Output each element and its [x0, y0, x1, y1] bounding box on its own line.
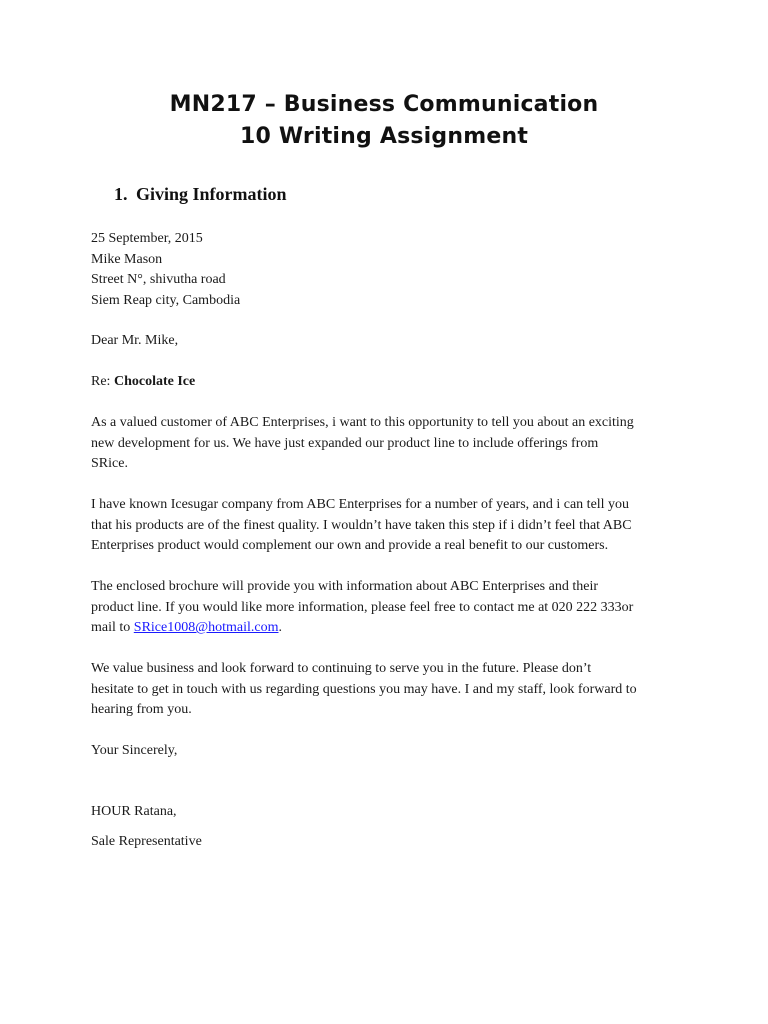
closing: Your Sincerely, — [91, 743, 178, 758]
letter-date: 25 September, 2015 — [91, 231, 203, 246]
recipient-city: Siem Reap city, Cambodia — [91, 292, 241, 308]
paragraph-3 — [91, 577, 691, 639]
signer-title: Sale Representative — [91, 834, 202, 849]
subject-line — [91, 372, 691, 393]
address-block — [91, 229, 691, 311]
paragraph-line: I have known Icesugar company from ABC Enterprises for a number of years, and i can tell you — [91, 497, 630, 512]
recipient-name: Mike Mason — [91, 251, 163, 267]
section-title: Giving Information — [136, 184, 287, 204]
subject-label: Re: — [91, 374, 111, 389]
mail-to-prefix: mail to — [91, 620, 131, 635]
paragraph-line: The enclosed brochure will provide you with information about ABC Enterprises and their — [91, 579, 598, 594]
paragraph-line: new development for us. We have just expanded our product line to include offerings from — [91, 435, 599, 451]
recipient-street: Street N°, shivutha road — [91, 272, 226, 287]
signer-name: HOUR Ratana, — [91, 804, 177, 819]
email-link[interactable]: SRice1008@hotmail.com — [133, 620, 279, 635]
paragraph-line: product line. If you would like more information, please feel free to contact me at 020 222 333or — [91, 599, 634, 615]
subject-text: Chocolate Ice — [113, 374, 196, 389]
paragraph-line: As a valued customer of ABC Enterprises, i want to this opportunity to tell you about an exciting — [91, 415, 634, 430]
paragraph-1 — [91, 413, 691, 475]
paragraph-line — [91, 618, 691, 639]
paragraph-line: that his products are of the finest quality. I wouldn’t have taken this step if i didn’t feel that ABC — [91, 517, 632, 533]
paragraph-line: SRice. — [91, 456, 128, 471]
paragraph-4 — [91, 659, 691, 721]
salutation: Dear Mr. Mike, — [91, 333, 179, 348]
section-heading — [114, 184, 287, 205]
document-title-line1: MN217 – Business Communication — [169, 92, 599, 117]
mail-to-suffix: . — [278, 620, 282, 635]
section-number: 1. — [114, 184, 128, 204]
paragraph-2 — [91, 495, 691, 557]
document-title-line2: 10 Writing Assignment — [239, 124, 529, 149]
paragraph-line: hesitate to get in touch with us regarding questions you may have. I and my staff, look forward to — [91, 681, 637, 697]
paragraph-line: hearing from you. — [91, 702, 192, 717]
paragraph-line: We value business and look forward to continuing to serve you in the future. Please don’t — [91, 661, 592, 676]
paragraph-line: Enterprises product would complement our own and provide a real benefit to our customers. — [91, 538, 609, 553]
